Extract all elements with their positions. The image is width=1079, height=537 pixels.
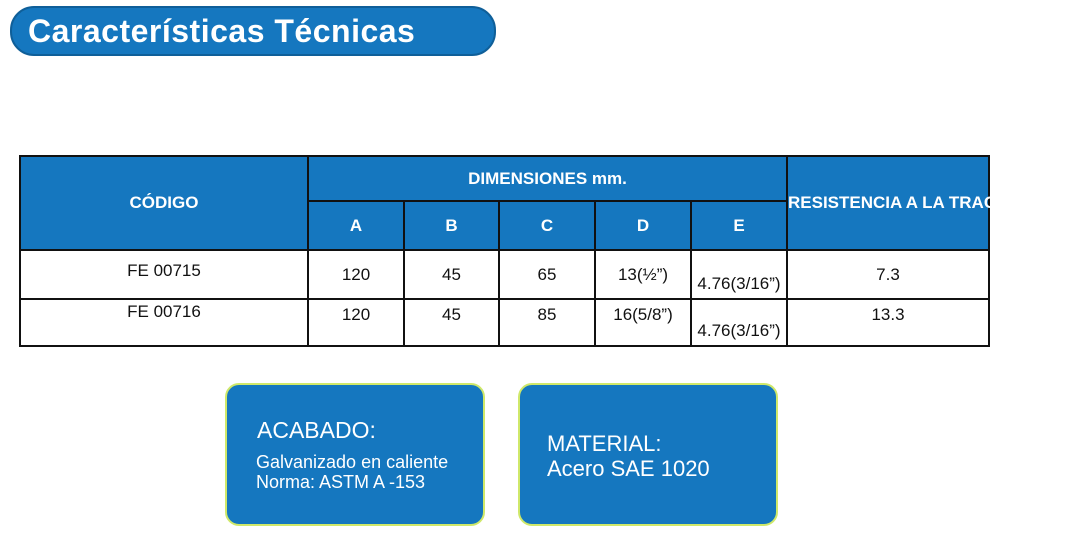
header-dim-b: B: [404, 201, 499, 250]
cell-dim-b: 45: [404, 250, 499, 299]
cell-dim-c: 85: [499, 299, 595, 346]
header-dim-e: E: [691, 201, 787, 250]
page-title: Características Técnicas: [10, 6, 496, 56]
header-codigo: CÓDIGO: [20, 156, 308, 250]
header-dim-a: A: [308, 201, 404, 250]
header-dim-c: C: [499, 201, 595, 250]
cell-dim-e: 4.76(3/16”): [691, 299, 787, 346]
header-dimensiones: DIMENSIONES mm.: [308, 156, 787, 201]
acabado-line-2: Norma: ASTM A -153: [256, 472, 426, 492]
specs-table: [19, 155, 1079, 347]
cell-resistencia: 7.3: [787, 250, 989, 299]
cell-dim-e: 4.76(3/16”): [691, 250, 787, 299]
table-row: [20, 299, 989, 346]
cell-codigo: FE 00715: [20, 250, 308, 299]
acabado-title: ACABADO:: [257, 417, 376, 443]
cell-dim-d: 13(½”): [595, 250, 691, 299]
cell-codigo: FE 00716: [20, 299, 308, 346]
acabado-box: [225, 383, 485, 526]
cell-dim-c: 65: [499, 250, 595, 299]
cell-resistencia: 13.3: [787, 299, 989, 346]
material-title: MATERIAL:: [547, 431, 662, 456]
material-value: Acero SAE 1020: [547, 456, 710, 481]
header-dim-d: D: [595, 201, 691, 250]
table-header-row: [20, 156, 989, 201]
cell-dim-a: 120: [308, 299, 404, 346]
cell-dim-a: 120: [308, 250, 404, 299]
acabado-line-1: Galvanizado en caliente: [256, 452, 449, 472]
material-box: [518, 383, 778, 526]
header-resistencia: RESISTENCIA A LA TRACCIÓN (KN): [787, 156, 989, 250]
cell-dim-d: 16(5/8”): [595, 299, 691, 346]
cell-dim-b: 45: [404, 299, 499, 346]
table-row: [20, 250, 989, 299]
